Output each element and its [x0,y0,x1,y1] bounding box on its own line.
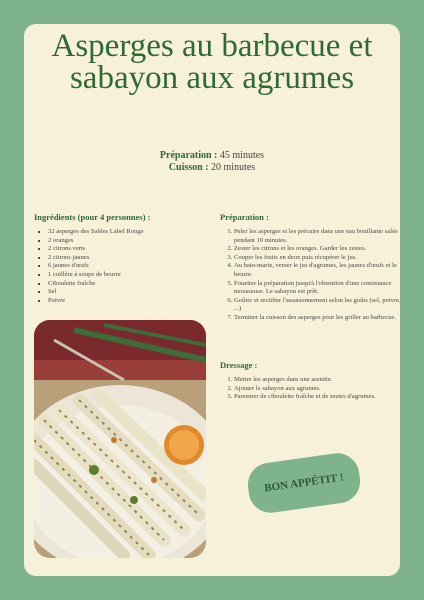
prep-time-line [24,150,400,162]
list-item: 1. Peler les asperges et les précuire dans une eau bouillante salée pendant 10 minutes. [234,228,402,245]
list-item: ▪ Poivre [48,297,216,306]
list-item: ▪ 32 asperges des Sables Label Rouge [48,228,216,237]
recipe-times [24,150,400,174]
list-item: 6. Goûter et rectifier l'assaisonnement selon les goûts (sel, poivre, ...) [234,297,402,314]
list-item: ▪ Ciboulette fraîche [48,280,216,289]
list-item: ▪ Sel [48,288,216,297]
list-item: 3. Parsemer de ciboulette fraîche et de zestes d'agrumes. [234,393,402,402]
cook-time-line [24,162,400,174]
recipe-title: Asperges au barbecue et sabayon aux agrumes [51,28,373,96]
list-item: 3. Couper les fruits en deux puis récupérer le jus. [234,254,402,263]
preparation-heading: Préparation : [220,212,269,222]
list-item: ▪ 1 cuillère à soupe de beurre [48,271,216,280]
list-item: 1. Mettre les asperges dans une assiette. [234,376,402,385]
list-item: ▪ 2 oranges [48,237,216,246]
cook-time-label: Cuisson : [168,162,209,173]
ingredients-heading: Ingrédients (pour 4 personnes) : [34,212,151,222]
list-item: 2. Zester les citrons et les oranges. Garder les zestes. [234,245,402,254]
prep-time-value: 45 minutes [219,150,265,161]
asparagus-dish-illustration [34,320,206,558]
list-item: ▪ 2 citrons verts [48,245,216,254]
list-item: 4. Au bain-marie, verser le jus d'agrumes, les jaunes d'œufs et le beurre. [234,262,402,279]
list-item: 2. Ajouter le sabayon aux agrumes. [234,385,402,394]
dressage-steps [220,376,402,402]
list-item: ▪ 2 citrons jaunes [48,254,216,263]
asparagus-dish-photo [34,320,206,558]
dressage-heading: Dressage : [220,360,258,370]
bon-appetit-badge: BON APPÉTIT ! [245,450,363,515]
ingredients-list [34,228,216,305]
prep-time-label: Préparation : [159,150,218,161]
list-item: ▪ 6 jaunes d'œufs [48,262,216,271]
list-item: 5. Fouetter la préparation jusqu'à l'obtention d'une consistance mousseuse. Le sabayon est prêt. [234,280,402,297]
preparation-steps [220,228,402,323]
list-item: 7. Terminer la cuisson des asperges pour les griller au barbecue. [234,314,402,323]
cook-time-value: 20 minutes [211,162,256,173]
